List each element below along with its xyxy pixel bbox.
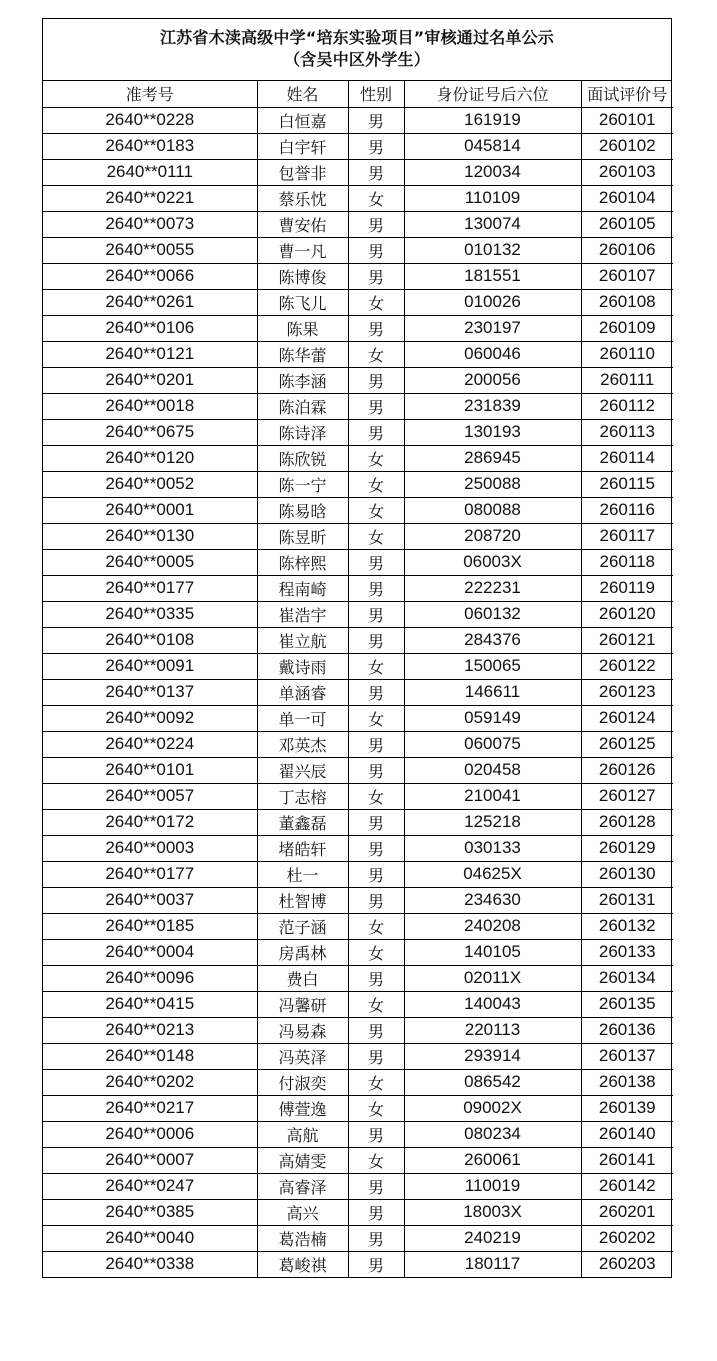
id-last-six-cell: 286945 — [404, 445, 581, 471]
interview-number-cell: 260110 — [581, 341, 673, 367]
id-last-six-cell: 200056 — [404, 367, 581, 393]
gender-cell: 女 — [348, 1069, 404, 1095]
gender-cell: 男 — [348, 679, 404, 705]
name-cell: 陈诗泽 — [257, 419, 348, 445]
id-last-six-cell: 208720 — [404, 523, 581, 549]
id-last-six-cell: 140043 — [404, 991, 581, 1017]
gender-cell: 男 — [348, 211, 404, 237]
interview-number-cell: 260137 — [581, 1043, 673, 1069]
exam-number-cell: 2640**0217 — [43, 1095, 257, 1121]
gender-cell: 女 — [348, 289, 404, 315]
name-cell: 杜智博 — [257, 887, 348, 913]
interview-number-cell: 260142 — [581, 1173, 673, 1199]
name-cell: 陈泊霖 — [257, 393, 348, 419]
exam-number-cell: 2640**0106 — [43, 315, 257, 341]
id-last-six-cell: 150065 — [404, 653, 581, 679]
exam-number-cell: 2640**0261 — [43, 289, 257, 315]
table-row — [43, 523, 673, 549]
id-last-six-cell: 080234 — [404, 1121, 581, 1147]
id-last-six-cell: 045814 — [404, 133, 581, 159]
id-last-six-cell: 231839 — [404, 393, 581, 419]
gender-cell: 女 — [348, 1147, 404, 1173]
column-header-exam-number: 准考号 — [43, 81, 257, 107]
name-cell: 蔡乐忱 — [257, 185, 348, 211]
gender-cell: 男 — [348, 315, 404, 341]
gender-cell: 男 — [348, 549, 404, 575]
name-cell: 包誉非 — [257, 159, 348, 185]
table-row — [43, 939, 673, 965]
interview-number-cell: 260131 — [581, 887, 673, 913]
id-last-six-cell: 02011X — [404, 965, 581, 991]
table-row — [43, 497, 673, 523]
id-last-six-cell: 220113 — [404, 1017, 581, 1043]
gender-cell: 男 — [348, 835, 404, 861]
exam-number-cell: 2640**0091 — [43, 653, 257, 679]
name-cell: 陈昱昕 — [257, 523, 348, 549]
gender-cell: 男 — [348, 107, 404, 133]
table-row — [43, 1017, 673, 1043]
table-row — [43, 1199, 673, 1225]
id-last-six-cell: 210041 — [404, 783, 581, 809]
id-last-six-cell: 230197 — [404, 315, 581, 341]
id-last-six-cell: 250088 — [404, 471, 581, 497]
interview-number-cell: 260113 — [581, 419, 673, 445]
table-row — [43, 341, 673, 367]
name-cell: 戴诗雨 — [257, 653, 348, 679]
id-last-six-cell: 086542 — [404, 1069, 581, 1095]
id-last-six-cell: 120034 — [404, 159, 581, 185]
name-cell: 陈欣锐 — [257, 445, 348, 471]
gender-cell: 女 — [348, 497, 404, 523]
table-row — [43, 471, 673, 497]
table-row — [43, 809, 673, 835]
table-row — [43, 783, 673, 809]
id-last-six-cell: 130074 — [404, 211, 581, 237]
id-last-six-cell: 293914 — [404, 1043, 581, 1069]
exam-number-cell: 2640**0040 — [43, 1225, 257, 1251]
column-header-name: 姓名 — [257, 81, 348, 107]
exam-number-cell: 2640**0066 — [43, 263, 257, 289]
table-row — [43, 1121, 673, 1147]
id-last-six-cell: 030133 — [404, 835, 581, 861]
exam-number-cell: 2640**0007 — [43, 1147, 257, 1173]
exam-number-cell: 2640**0004 — [43, 939, 257, 965]
id-last-six-cell: 234630 — [404, 887, 581, 913]
table-row — [43, 1147, 673, 1173]
id-last-six-cell: 240219 — [404, 1225, 581, 1251]
id-last-six-cell: 180117 — [404, 1251, 581, 1277]
gender-cell: 男 — [348, 263, 404, 289]
name-cell: 冯馨研 — [257, 991, 348, 1017]
id-last-six-cell: 240208 — [404, 913, 581, 939]
name-cell: 邓英杰 — [257, 731, 348, 757]
exam-number-cell: 2640**0224 — [43, 731, 257, 757]
id-last-six-cell: 059149 — [404, 705, 581, 731]
name-cell: 付淑奕 — [257, 1069, 348, 1095]
id-last-six-cell: 09002X — [404, 1095, 581, 1121]
name-cell: 崔浩宇 — [257, 601, 348, 627]
exam-number-cell: 2640**0006 — [43, 1121, 257, 1147]
gender-cell: 男 — [348, 1225, 404, 1251]
id-last-six-cell: 130193 — [404, 419, 581, 445]
interview-number-cell: 260122 — [581, 653, 673, 679]
exam-number-cell: 2640**0415 — [43, 991, 257, 1017]
table-row — [43, 419, 673, 445]
table-row — [43, 861, 673, 887]
exam-number-cell: 2640**0202 — [43, 1069, 257, 1095]
interview-number-cell: 260201 — [581, 1199, 673, 1225]
table-row — [43, 1251, 673, 1277]
table-row — [43, 601, 673, 627]
id-last-six-cell: 161919 — [404, 107, 581, 133]
title-block — [43, 19, 671, 81]
name-cell: 丁志榕 — [257, 783, 348, 809]
name-cell: 高航 — [257, 1121, 348, 1147]
exam-number-cell: 2640**0018 — [43, 393, 257, 419]
table-row — [43, 107, 673, 133]
exam-number-cell: 2640**0137 — [43, 679, 257, 705]
gender-cell: 男 — [348, 809, 404, 835]
column-header-id-last-six: 身份证号后六位 — [404, 81, 581, 107]
id-last-six-cell: 080088 — [404, 497, 581, 523]
name-cell: 陈华蕾 — [257, 341, 348, 367]
interview-number-cell: 260115 — [581, 471, 673, 497]
exam-number-cell: 2640**0096 — [43, 965, 257, 991]
gender-cell: 男 — [348, 393, 404, 419]
name-cell: 单一可 — [257, 705, 348, 731]
interview-number-cell: 260121 — [581, 627, 673, 653]
name-cell: 范子涵 — [257, 913, 348, 939]
id-last-six-cell: 181551 — [404, 263, 581, 289]
name-cell: 陈飞儿 — [257, 289, 348, 315]
gender-cell: 女 — [348, 471, 404, 497]
table-row — [43, 627, 673, 653]
exam-number-cell: 2640**0055 — [43, 237, 257, 263]
gender-cell: 男 — [348, 1251, 404, 1277]
exam-number-cell: 2640**0213 — [43, 1017, 257, 1043]
gender-cell: 男 — [348, 861, 404, 887]
interview-number-cell: 260112 — [581, 393, 673, 419]
gender-cell: 男 — [348, 627, 404, 653]
table-row — [43, 913, 673, 939]
table-row — [43, 1225, 673, 1251]
gender-cell: 男 — [348, 965, 404, 991]
name-cell: 曹安佑 — [257, 211, 348, 237]
gender-cell: 男 — [348, 159, 404, 185]
interview-number-cell: 260117 — [581, 523, 673, 549]
exam-number-cell: 2640**0201 — [43, 367, 257, 393]
table-row — [43, 679, 673, 705]
id-last-six-cell: 04625X — [404, 861, 581, 887]
interview-number-cell: 260140 — [581, 1121, 673, 1147]
name-cell: 陈易晗 — [257, 497, 348, 523]
name-cell: 单涵睿 — [257, 679, 348, 705]
table-row — [43, 549, 673, 575]
gender-cell: 女 — [348, 913, 404, 939]
id-last-six-cell: 06003X — [404, 549, 581, 575]
name-cell: 程南崎 — [257, 575, 348, 601]
exam-number-cell: 2640**0073 — [43, 211, 257, 237]
exam-number-cell: 2640**0675 — [43, 419, 257, 445]
table-row — [43, 315, 673, 341]
name-cell: 白宇轩 — [257, 133, 348, 159]
table-row — [43, 133, 673, 159]
exam-number-cell: 2640**0247 — [43, 1173, 257, 1199]
id-last-six-cell: 222231 — [404, 575, 581, 601]
table-row — [43, 237, 673, 263]
exam-number-cell: 2640**0177 — [43, 861, 257, 887]
table-row — [43, 653, 673, 679]
interview-number-cell: 260139 — [581, 1095, 673, 1121]
name-cell: 葛峻祺 — [257, 1251, 348, 1277]
table-row — [43, 887, 673, 913]
interview-number-cell: 260105 — [581, 211, 673, 237]
table-row — [43, 159, 673, 185]
interview-number-cell: 260111 — [581, 367, 673, 393]
table-row — [43, 1043, 673, 1069]
gender-cell: 男 — [348, 1199, 404, 1225]
table-row — [43, 1095, 673, 1121]
gender-cell: 男 — [348, 601, 404, 627]
id-last-six-cell: 020458 — [404, 757, 581, 783]
interview-number-cell: 260106 — [581, 237, 673, 263]
table-row — [43, 757, 673, 783]
table-row — [43, 731, 673, 757]
id-last-six-cell: 110019 — [404, 1173, 581, 1199]
exam-number-cell: 2640**0108 — [43, 627, 257, 653]
interview-number-cell: 260116 — [581, 497, 673, 523]
id-last-six-cell: 146611 — [404, 679, 581, 705]
name-cell: 白恒嘉 — [257, 107, 348, 133]
exam-number-cell: 2640**0185 — [43, 913, 257, 939]
gender-cell: 男 — [348, 731, 404, 757]
id-last-six-cell: 125218 — [404, 809, 581, 835]
gender-cell: 女 — [348, 653, 404, 679]
name-cell: 冯英泽 — [257, 1043, 348, 1069]
interview-number-cell: 260125 — [581, 731, 673, 757]
id-last-six-cell: 060046 — [404, 341, 581, 367]
roster-sheet — [42, 18, 672, 1278]
table-row — [43, 367, 673, 393]
column-header-interview-number: 面试评价号 — [581, 81, 673, 107]
interview-number-cell: 260108 — [581, 289, 673, 315]
id-last-six-cell: 18003X — [404, 1199, 581, 1225]
interview-number-cell: 260109 — [581, 315, 673, 341]
interview-number-cell: 260102 — [581, 133, 673, 159]
name-cell: 高兴 — [257, 1199, 348, 1225]
name-cell: 杜一 — [257, 861, 348, 887]
name-cell: 陈梓熙 — [257, 549, 348, 575]
interview-number-cell: 260130 — [581, 861, 673, 887]
exam-number-cell: 2640**0183 — [43, 133, 257, 159]
table-row — [43, 289, 673, 315]
interview-number-cell: 260203 — [598, 1254, 656, 1274]
interview-number-cell: 260138 — [581, 1069, 673, 1095]
gender-cell: 男 — [348, 1017, 404, 1043]
id-last-six-cell: 010132 — [404, 237, 581, 263]
interview-number-cell: 260107 — [581, 263, 673, 289]
name-cell: 葛浩楠 — [257, 1225, 348, 1251]
exam-number-cell: 2640**0221 — [43, 185, 257, 211]
gender-cell: 男 — [348, 1043, 404, 1069]
interview-number-cell: 260118 — [581, 549, 673, 575]
name-cell: 董鑫磊 — [257, 809, 348, 835]
table-row — [43, 705, 673, 731]
exam-number-cell: 2640**0052 — [43, 471, 257, 497]
exam-number-cell: 2640**0057 — [43, 783, 257, 809]
id-last-six-cell: 060132 — [404, 601, 581, 627]
exam-number-cell: 2640**0338 — [43, 1251, 257, 1277]
exam-number-cell: 2640**0172 — [43, 809, 257, 835]
name-cell: 陈博俊 — [257, 263, 348, 289]
interview-number-cell: 260202 — [581, 1225, 673, 1251]
interview-number-cell: 260127 — [581, 783, 673, 809]
table-row — [43, 263, 673, 289]
page-subtitle: （含吴中区外学生） — [284, 50, 430, 69]
gender-cell: 男 — [348, 757, 404, 783]
gender-cell: 女 — [348, 1095, 404, 1121]
interview-number-cell: 260103 — [581, 159, 673, 185]
gender-cell: 女 — [348, 445, 404, 471]
name-cell: 冯易森 — [257, 1017, 348, 1043]
interview-number-cell: 260120 — [581, 601, 673, 627]
column-header-gender: 性别 — [348, 81, 404, 107]
id-last-six-cell: 010026 — [404, 289, 581, 315]
name-cell: 曹一凡 — [257, 237, 348, 263]
interview-number-cell: 260136 — [581, 1017, 673, 1043]
interview-number-cell: 260133 — [581, 939, 673, 965]
gender-cell: 男 — [348, 1121, 404, 1147]
gender-cell: 男 — [348, 1173, 404, 1199]
table-row — [43, 965, 673, 991]
id-last-six-cell: 284376 — [404, 627, 581, 653]
name-cell: 高睿泽 — [257, 1173, 348, 1199]
interview-number-cell: 260104 — [581, 185, 673, 211]
table-header-row — [43, 81, 673, 107]
gender-cell: 女 — [348, 523, 404, 549]
table-row — [43, 575, 673, 601]
interview-number-cell: 260141 — [581, 1147, 673, 1173]
table-row — [43, 445, 673, 471]
exam-number-cell: 2640**0130 — [43, 523, 257, 549]
exam-number-cell: 2640**0228 — [43, 107, 257, 133]
name-cell: 陈李涵 — [257, 367, 348, 393]
gender-cell: 女 — [348, 705, 404, 731]
interview-number-cell: 260134 — [581, 965, 673, 991]
id-last-six-cell: 060075 — [404, 731, 581, 757]
exam-number-cell: 2640**0335 — [43, 601, 257, 627]
id-last-six-cell: 260061 — [404, 1147, 581, 1173]
interview-number-cell: 260124 — [581, 705, 673, 731]
name-cell: 高婧雯 — [257, 1147, 348, 1173]
interview-number-cell: 260129 — [581, 835, 673, 861]
name-cell: 翟兴辰 — [257, 757, 348, 783]
interview-number-cell: 260114 — [581, 445, 673, 471]
exam-number-cell: 2640**0385 — [43, 1199, 257, 1225]
gender-cell: 男 — [348, 133, 404, 159]
table-row — [43, 393, 673, 419]
table-row — [43, 211, 673, 237]
name-cell: 房禹林 — [257, 939, 348, 965]
table-row — [43, 185, 673, 211]
name-cell: 堵皓轩 — [257, 835, 348, 861]
exam-number-cell: 2640**0005 — [43, 549, 257, 575]
name-cell: 崔立航 — [257, 627, 348, 653]
gender-cell: 男 — [348, 887, 404, 913]
gender-cell: 男 — [348, 367, 404, 393]
interview-number-cell: 260135 — [581, 991, 673, 1017]
gender-cell: 女 — [348, 341, 404, 367]
interview-number-cell: 260126 — [581, 757, 673, 783]
interview-number-cell: 260128 — [581, 809, 673, 835]
gender-cell: 男 — [348, 419, 404, 445]
exam-number-cell: 2640**0120 — [43, 445, 257, 471]
exam-number-cell: 2640**0111 — [43, 159, 257, 185]
interview-number-cell: 260132 — [581, 913, 673, 939]
gender-cell: 女 — [348, 783, 404, 809]
name-cell: 费白 — [257, 965, 348, 991]
interview-number-cell: 260123 — [581, 679, 673, 705]
exam-number-cell: 2640**0001 — [43, 497, 257, 523]
id-last-six-cell: 140105 — [404, 939, 581, 965]
gender-cell: 男 — [348, 575, 404, 601]
name-cell: 陈果 — [257, 315, 348, 341]
exam-number-cell: 2640**0121 — [43, 341, 257, 367]
interview-number-cell: 260101 — [581, 107, 673, 133]
table-row — [43, 1069, 673, 1095]
exam-number-cell: 2640**0101 — [43, 757, 257, 783]
exam-number-cell: 2640**0092 — [43, 705, 257, 731]
exam-number-cell: 2640**0037 — [43, 887, 257, 913]
table-row — [43, 835, 673, 861]
table-row — [43, 1173, 673, 1199]
interview-number-cell: 260119 — [581, 575, 673, 601]
id-last-six-cell: 110109 — [404, 185, 581, 211]
exam-number-cell: 2640**0148 — [43, 1043, 257, 1069]
roster-table — [43, 81, 673, 1277]
exam-number-cell: 2640**0177 — [43, 575, 257, 601]
table-row — [43, 991, 673, 1017]
table-body — [43, 107, 673, 1277]
name-cell: 傅萱逸 — [257, 1095, 348, 1121]
gender-cell: 女 — [348, 185, 404, 211]
name-cell: 陈一宁 — [257, 471, 348, 497]
gender-cell: 女 — [348, 991, 404, 1017]
page-title: 江苏省木渎高级中学“培东实验项目”审核通过名单公示 — [159, 28, 555, 47]
exam-number-cell: 2640**0003 — [43, 835, 257, 861]
gender-cell: 女 — [348, 939, 404, 965]
gender-cell: 男 — [348, 237, 404, 263]
